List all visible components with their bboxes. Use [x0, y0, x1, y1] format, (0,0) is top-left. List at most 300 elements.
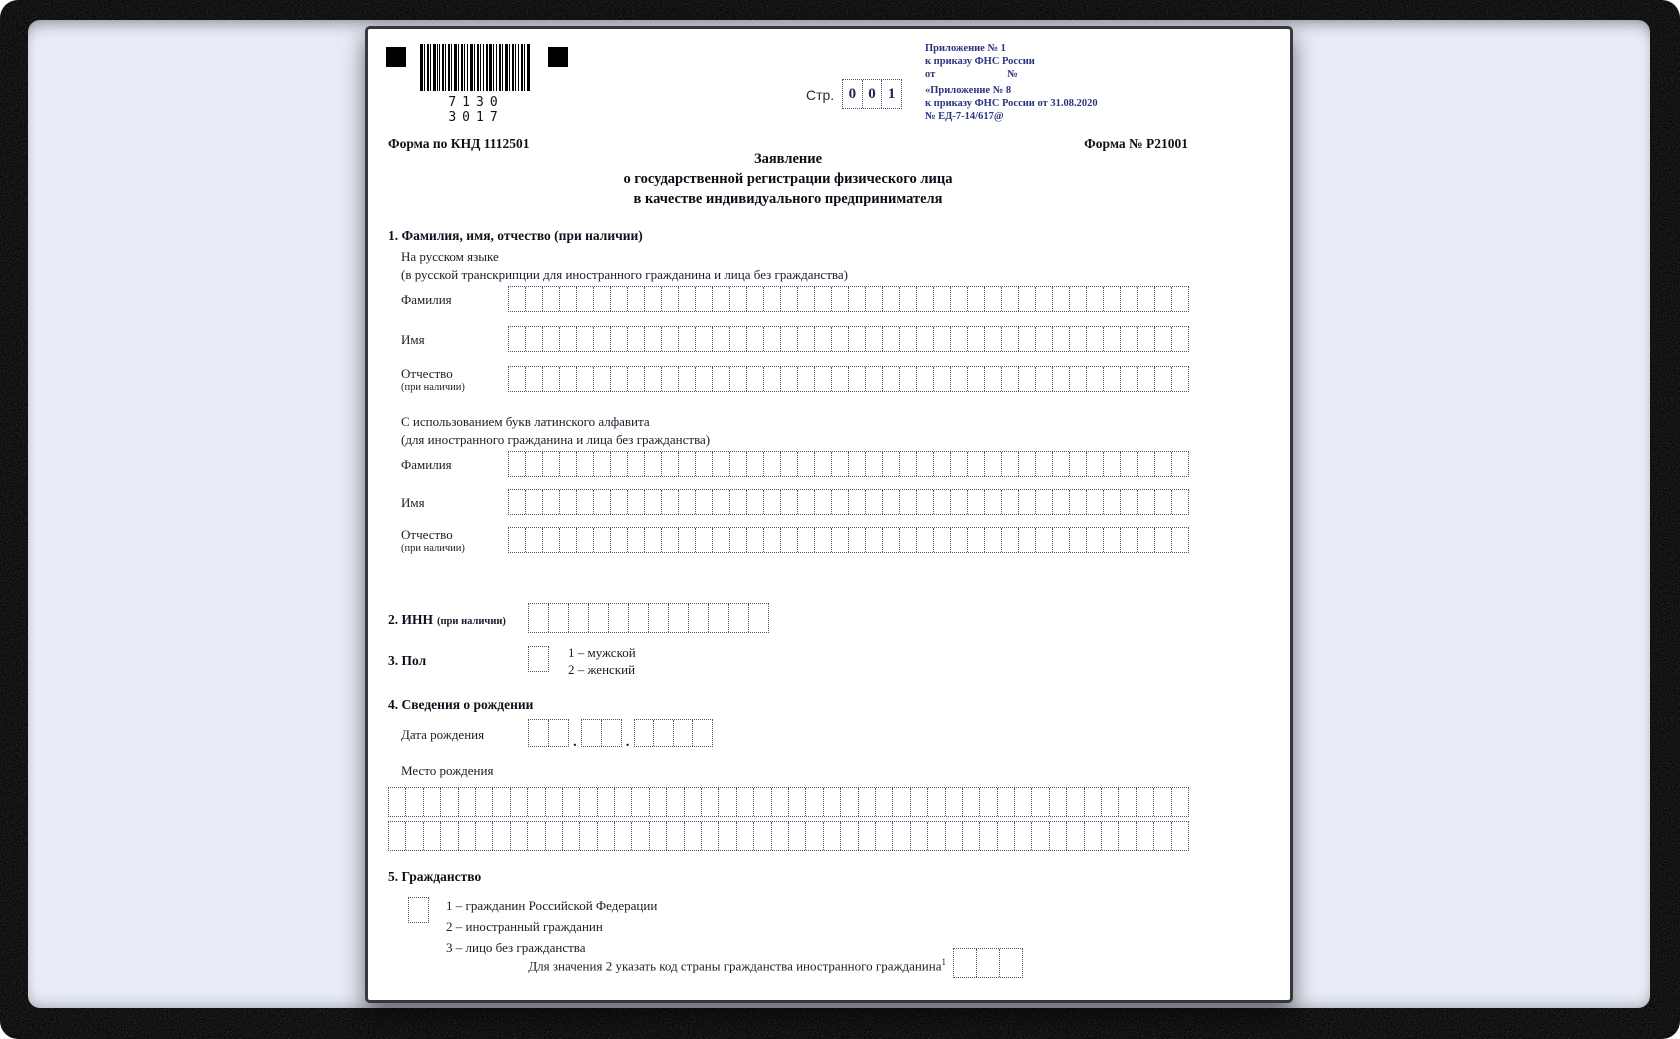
- char-cell[interactable]: [1066, 822, 1083, 850]
- patronymic-lat-cells[interactable]: [508, 527, 1189, 553]
- char-cell[interactable]: [527, 822, 544, 850]
- country-code-cells[interactable]: [953, 948, 1023, 978]
- char-cell[interactable]: [542, 287, 559, 311]
- char-cell[interactable]: [684, 822, 701, 850]
- char-cell[interactable]: [1069, 452, 1086, 476]
- char-cell[interactable]: [688, 604, 708, 632]
- char-cell[interactable]: [614, 788, 631, 816]
- char-cell[interactable]: [423, 822, 440, 850]
- char-cell[interactable]: [1069, 367, 1086, 391]
- char-cell[interactable]: [984, 490, 1001, 514]
- char-cell[interactable]: [1137, 327, 1154, 351]
- char-cell[interactable]: [653, 720, 673, 746]
- char-cell[interactable]: [644, 528, 661, 552]
- char-cell[interactable]: [593, 367, 610, 391]
- char-cell[interactable]: [899, 287, 916, 311]
- char-cell[interactable]: [780, 452, 797, 476]
- char-cell[interactable]: [763, 452, 780, 476]
- char-cell[interactable]: [1101, 788, 1118, 816]
- char-cell[interactable]: [1154, 287, 1171, 311]
- char-cell[interactable]: [509, 452, 525, 476]
- char-cell[interactable]: [831, 287, 848, 311]
- char-cell[interactable]: [882, 452, 899, 476]
- char-cell[interactable]: [1154, 367, 1171, 391]
- char-cell[interactable]: [1035, 287, 1052, 311]
- char-cell[interactable]: [746, 490, 763, 514]
- char-cell[interactable]: [1120, 452, 1137, 476]
- char-cell[interactable]: [1049, 822, 1066, 850]
- char-cell[interactable]: [610, 490, 627, 514]
- char-cell[interactable]: [1001, 528, 1018, 552]
- char-cell[interactable]: [562, 788, 579, 816]
- char-cell[interactable]: [692, 720, 712, 746]
- char-cell[interactable]: [797, 490, 814, 514]
- char-cell[interactable]: [712, 367, 729, 391]
- char-cell[interactable]: [1086, 287, 1103, 311]
- char-cell[interactable]: [661, 528, 678, 552]
- char-cell[interactable]: [882, 287, 899, 311]
- char-cell[interactable]: [780, 327, 797, 351]
- char-cell[interactable]: [1069, 287, 1086, 311]
- char-cell[interactable]: [1153, 822, 1170, 850]
- char-cell[interactable]: [1154, 528, 1171, 552]
- char-cell[interactable]: [865, 327, 882, 351]
- char-cell[interactable]: [882, 367, 899, 391]
- char-cell[interactable]: [797, 367, 814, 391]
- char-cell[interactable]: [788, 822, 805, 850]
- char-cell[interactable]: [1137, 452, 1154, 476]
- char-cell[interactable]: [1137, 490, 1154, 514]
- char-cell[interactable]: [1103, 490, 1120, 514]
- char-cell[interactable]: [1171, 327, 1188, 351]
- char-cell[interactable]: [736, 788, 753, 816]
- char-cell[interactable]: [1171, 367, 1188, 391]
- char-cell[interactable]: [409, 898, 428, 922]
- char-cell[interactable]: [728, 604, 748, 632]
- char-cell[interactable]: [984, 528, 1001, 552]
- char-cell[interactable]: [865, 528, 882, 552]
- char-cell[interactable]: [984, 287, 1001, 311]
- char-cell[interactable]: [1086, 367, 1103, 391]
- char-cell[interactable]: [831, 367, 848, 391]
- char-cell[interactable]: [701, 788, 718, 816]
- char-cell[interactable]: [858, 822, 875, 850]
- char-cell[interactable]: [1154, 327, 1171, 351]
- char-cell[interactable]: [1084, 788, 1101, 816]
- char-cell[interactable]: [788, 788, 805, 816]
- citizenship-cell[interactable]: [408, 897, 429, 923]
- char-cell[interactable]: [780, 528, 797, 552]
- char-cell[interactable]: [1118, 822, 1135, 850]
- char-cell[interactable]: [1120, 327, 1137, 351]
- name-ru-cells[interactable]: [508, 326, 1189, 352]
- char-cell[interactable]: [678, 327, 695, 351]
- char-cell[interactable]: [668, 604, 688, 632]
- char-cell[interactable]: [644, 367, 661, 391]
- char-cell[interactable]: [492, 822, 509, 850]
- char-cell[interactable]: [1084, 822, 1101, 850]
- char-cell[interactable]: [1018, 287, 1035, 311]
- char-cell[interactable]: [962, 822, 979, 850]
- char-cell[interactable]: [729, 490, 746, 514]
- char-cell[interactable]: [678, 367, 695, 391]
- char-cell[interactable]: [746, 367, 763, 391]
- char-cell[interactable]: [865, 287, 882, 311]
- char-cell[interactable]: [945, 788, 962, 816]
- char-cell[interactable]: [644, 287, 661, 311]
- char-cell[interactable]: [712, 287, 729, 311]
- char-cell[interactable]: [718, 822, 735, 850]
- char-cell[interactable]: [1018, 327, 1035, 351]
- char-cell[interactable]: [892, 788, 909, 816]
- char-cell[interactable]: [559, 452, 576, 476]
- char-cell[interactable]: [1118, 788, 1135, 816]
- char-cell[interactable]: [892, 822, 909, 850]
- char-cell[interactable]: [1120, 367, 1137, 391]
- char-cell[interactable]: [1031, 788, 1048, 816]
- char-cell[interactable]: [814, 367, 831, 391]
- char-cell[interactable]: [631, 822, 648, 850]
- char-cell[interactable]: [661, 452, 678, 476]
- char-cell[interactable]: [933, 367, 950, 391]
- char-cell[interactable]: [673, 720, 693, 746]
- char-cell[interactable]: [729, 452, 746, 476]
- char-cell[interactable]: [1086, 528, 1103, 552]
- char-cell[interactable]: [945, 822, 962, 850]
- char-cell[interactable]: [1086, 327, 1103, 351]
- char-cell[interactable]: [882, 490, 899, 514]
- char-cell[interactable]: [1035, 528, 1052, 552]
- char-cell[interactable]: [797, 327, 814, 351]
- char-cell[interactable]: [967, 287, 984, 311]
- char-cell[interactable]: [1052, 490, 1069, 514]
- patronymic-ru-cells[interactable]: [508, 366, 1189, 392]
- char-cell[interactable]: [771, 788, 788, 816]
- char-cell[interactable]: [814, 327, 831, 351]
- char-cell[interactable]: [525, 452, 542, 476]
- char-cell[interactable]: [831, 528, 848, 552]
- char-cell[interactable]: [797, 452, 814, 476]
- char-cell[interactable]: [1137, 287, 1154, 311]
- char-cell[interactable]: [597, 788, 614, 816]
- char-cell[interactable]: [1153, 788, 1170, 816]
- char-cell[interactable]: [510, 788, 527, 816]
- char-cell[interactable]: [579, 822, 596, 850]
- char-cell[interactable]: [967, 528, 984, 552]
- char-cell[interactable]: [984, 367, 1001, 391]
- char-cell[interactable]: [746, 327, 763, 351]
- char-cell[interactable]: [763, 367, 780, 391]
- char-cell[interactable]: [608, 604, 628, 632]
- char-cell[interactable]: [933, 452, 950, 476]
- char-cell[interactable]: [1069, 327, 1086, 351]
- char-cell[interactable]: [763, 327, 780, 351]
- char-cell[interactable]: [701, 822, 718, 850]
- char-cell[interactable]: [933, 528, 950, 552]
- char-cell[interactable]: [1103, 367, 1120, 391]
- char-cell[interactable]: [525, 327, 542, 351]
- char-cell[interactable]: [695, 327, 712, 351]
- char-cell[interactable]: [848, 367, 865, 391]
- char-cell[interactable]: [848, 490, 865, 514]
- char-cell[interactable]: [1103, 287, 1120, 311]
- char-cell[interactable]: [627, 327, 644, 351]
- char-cell[interactable]: [1171, 287, 1188, 311]
- char-cell[interactable]: [910, 822, 927, 850]
- char-cell[interactable]: [1001, 452, 1018, 476]
- char-cell[interactable]: [458, 788, 475, 816]
- char-cell[interactable]: [582, 720, 601, 746]
- char-cell[interactable]: [576, 490, 593, 514]
- char-cell[interactable]: [916, 367, 933, 391]
- char-cell[interactable]: [678, 490, 695, 514]
- char-cell[interactable]: [979, 788, 996, 816]
- surname-ru-cells[interactable]: [508, 286, 1189, 312]
- char-cell[interactable]: [559, 327, 576, 351]
- char-cell[interactable]: [736, 822, 753, 850]
- char-cell[interactable]: [1069, 528, 1086, 552]
- birth-day-cells[interactable]: [528, 719, 569, 747]
- char-cell[interactable]: [695, 287, 712, 311]
- char-cell[interactable]: [545, 788, 562, 816]
- char-cell[interactable]: [627, 490, 644, 514]
- char-cell[interactable]: [545, 822, 562, 850]
- char-cell[interactable]: [576, 287, 593, 311]
- char-cell[interactable]: [979, 822, 996, 850]
- char-cell[interactable]: [1049, 788, 1066, 816]
- char-cell[interactable]: [746, 287, 763, 311]
- char-cell[interactable]: [933, 287, 950, 311]
- char-cell[interactable]: [562, 822, 579, 850]
- char-cell[interactable]: [661, 287, 678, 311]
- char-cell[interactable]: [1120, 490, 1137, 514]
- char-cell[interactable]: [916, 452, 933, 476]
- char-cell[interactable]: [780, 367, 797, 391]
- char-cell[interactable]: [976, 949, 999, 977]
- char-cell[interactable]: [1031, 822, 1048, 850]
- char-cell[interactable]: [559, 287, 576, 311]
- char-cell[interactable]: [814, 287, 831, 311]
- char-cell[interactable]: [962, 788, 979, 816]
- char-cell[interactable]: [848, 452, 865, 476]
- char-cell[interactable]: [916, 327, 933, 351]
- char-cell[interactable]: [916, 528, 933, 552]
- char-cell[interactable]: [548, 720, 568, 746]
- char-cell[interactable]: [542, 367, 559, 391]
- char-cell[interactable]: [1018, 528, 1035, 552]
- char-cell[interactable]: [1137, 528, 1154, 552]
- char-cell[interactable]: [389, 822, 405, 850]
- inn-cells[interactable]: [528, 603, 769, 633]
- char-cell[interactable]: [1052, 528, 1069, 552]
- char-cell[interactable]: [933, 327, 950, 351]
- char-cell[interactable]: [509, 287, 525, 311]
- char-cell[interactable]: [1171, 490, 1188, 514]
- char-cell[interactable]: [529, 647, 548, 671]
- char-cell[interactable]: [423, 788, 440, 816]
- char-cell[interactable]: [597, 822, 614, 850]
- char-cell[interactable]: [542, 528, 559, 552]
- char-cell[interactable]: [593, 452, 610, 476]
- char-cell[interactable]: [1014, 788, 1031, 816]
- char-cell[interactable]: [576, 452, 593, 476]
- char-cell[interactable]: [865, 452, 882, 476]
- char-cell[interactable]: [729, 367, 746, 391]
- char-cell[interactable]: [967, 367, 984, 391]
- char-cell[interactable]: [984, 327, 1001, 351]
- char-cell[interactable]: [771, 822, 788, 850]
- char-cell[interactable]: [529, 720, 548, 746]
- char-cell[interactable]: [548, 604, 568, 632]
- char-cell[interactable]: [593, 327, 610, 351]
- char-cell[interactable]: [628, 604, 648, 632]
- char-cell[interactable]: [440, 822, 457, 850]
- char-cell[interactable]: [729, 327, 746, 351]
- char-cell[interactable]: [576, 327, 593, 351]
- char-cell[interactable]: [1120, 528, 1137, 552]
- char-cell[interactable]: [695, 490, 712, 514]
- char-cell[interactable]: [831, 452, 848, 476]
- char-cell[interactable]: [648, 604, 668, 632]
- birth-year-cells[interactable]: [634, 719, 713, 747]
- char-cell[interactable]: [601, 720, 621, 746]
- surname-lat-cells[interactable]: [508, 451, 1189, 477]
- char-cell[interactable]: [882, 528, 899, 552]
- char-cell[interactable]: [593, 528, 610, 552]
- char-cell[interactable]: [509, 528, 525, 552]
- char-cell[interactable]: [1086, 452, 1103, 476]
- char-cell[interactable]: [848, 327, 865, 351]
- birth-month-cells[interactable]: [581, 719, 622, 747]
- char-cell[interactable]: [405, 788, 422, 816]
- name-lat-cells[interactable]: [508, 489, 1189, 515]
- char-cell[interactable]: [1171, 452, 1188, 476]
- char-cell[interactable]: [1035, 367, 1052, 391]
- char-cell[interactable]: [997, 788, 1014, 816]
- birth-place-cells-row1[interactable]: [388, 787, 1189, 817]
- char-cell[interactable]: [389, 788, 405, 816]
- char-cell[interactable]: [840, 788, 857, 816]
- char-cell[interactable]: [542, 452, 559, 476]
- char-cell[interactable]: [823, 822, 840, 850]
- char-cell[interactable]: [576, 528, 593, 552]
- char-cell[interactable]: [814, 490, 831, 514]
- char-cell[interactable]: [525, 287, 542, 311]
- char-cell[interactable]: [950, 452, 967, 476]
- char-cell[interactable]: [899, 528, 916, 552]
- char-cell[interactable]: [661, 490, 678, 514]
- char-cell[interactable]: [746, 452, 763, 476]
- char-cell[interactable]: [1136, 788, 1153, 816]
- char-cell[interactable]: [649, 788, 666, 816]
- char-cell[interactable]: [718, 788, 735, 816]
- char-cell[interactable]: [823, 788, 840, 816]
- char-cell[interactable]: [678, 287, 695, 311]
- char-cell[interactable]: [593, 490, 610, 514]
- char-cell[interactable]: [559, 367, 576, 391]
- char-cell[interactable]: [875, 788, 892, 816]
- char-cell[interactable]: [967, 452, 984, 476]
- char-cell[interactable]: [1154, 490, 1171, 514]
- char-cell[interactable]: [763, 490, 780, 514]
- char-cell[interactable]: [695, 528, 712, 552]
- char-cell[interactable]: [610, 528, 627, 552]
- char-cell[interactable]: [1103, 528, 1120, 552]
- char-cell[interactable]: [729, 528, 746, 552]
- char-cell[interactable]: [661, 327, 678, 351]
- char-cell[interactable]: [579, 788, 596, 816]
- char-cell[interactable]: [509, 367, 525, 391]
- char-cell[interactable]: [475, 822, 492, 850]
- char-cell[interactable]: [1052, 452, 1069, 476]
- char-cell[interactable]: [950, 327, 967, 351]
- char-cell[interactable]: [865, 490, 882, 514]
- char-cell[interactable]: [509, 490, 525, 514]
- char-cell[interactable]: [1171, 788, 1188, 816]
- char-cell[interactable]: [805, 822, 822, 850]
- char-cell[interactable]: [831, 490, 848, 514]
- char-cell[interactable]: [661, 367, 678, 391]
- char-cell[interactable]: [525, 490, 542, 514]
- char-cell[interactable]: [1014, 822, 1031, 850]
- char-cell[interactable]: [627, 452, 644, 476]
- char-cell[interactable]: [1052, 287, 1069, 311]
- char-cell[interactable]: [1154, 452, 1171, 476]
- char-cell[interactable]: [805, 788, 822, 816]
- char-cell[interactable]: [712, 528, 729, 552]
- char-cell[interactable]: [610, 287, 627, 311]
- char-cell[interactable]: [746, 528, 763, 552]
- char-cell[interactable]: [475, 788, 492, 816]
- char-cell[interactable]: [666, 788, 683, 816]
- char-cell[interactable]: [950, 367, 967, 391]
- char-cell[interactable]: [1101, 822, 1118, 850]
- char-cell[interactable]: [954, 949, 976, 977]
- char-cell[interactable]: [729, 287, 746, 311]
- char-cell[interactable]: [440, 788, 457, 816]
- char-cell[interactable]: [588, 604, 608, 632]
- char-cell[interactable]: [644, 452, 661, 476]
- char-cell[interactable]: [1018, 490, 1035, 514]
- char-cell[interactable]: [559, 490, 576, 514]
- char-cell[interactable]: [1035, 452, 1052, 476]
- char-cell[interactable]: [1171, 822, 1188, 850]
- char-cell[interactable]: [529, 604, 548, 632]
- char-cell[interactable]: [1171, 528, 1188, 552]
- char-cell[interactable]: [631, 788, 648, 816]
- char-cell[interactable]: [695, 367, 712, 391]
- char-cell[interactable]: [610, 327, 627, 351]
- char-cell[interactable]: [753, 822, 770, 850]
- char-cell[interactable]: [950, 528, 967, 552]
- char-cell[interactable]: [840, 822, 857, 850]
- char-cell[interactable]: [458, 822, 475, 850]
- char-cell[interactable]: [910, 788, 927, 816]
- char-cell[interactable]: [510, 822, 527, 850]
- char-cell[interactable]: [525, 367, 542, 391]
- char-cell[interactable]: [542, 327, 559, 351]
- char-cell[interactable]: [753, 788, 770, 816]
- char-cell[interactable]: [559, 528, 576, 552]
- char-cell[interactable]: [542, 490, 559, 514]
- char-cell[interactable]: [899, 367, 916, 391]
- char-cell[interactable]: [1001, 327, 1018, 351]
- char-cell[interactable]: [635, 720, 654, 746]
- char-cell[interactable]: [712, 327, 729, 351]
- char-cell[interactable]: [950, 490, 967, 514]
- char-cell[interactable]: [858, 788, 875, 816]
- char-cell[interactable]: [1001, 490, 1018, 514]
